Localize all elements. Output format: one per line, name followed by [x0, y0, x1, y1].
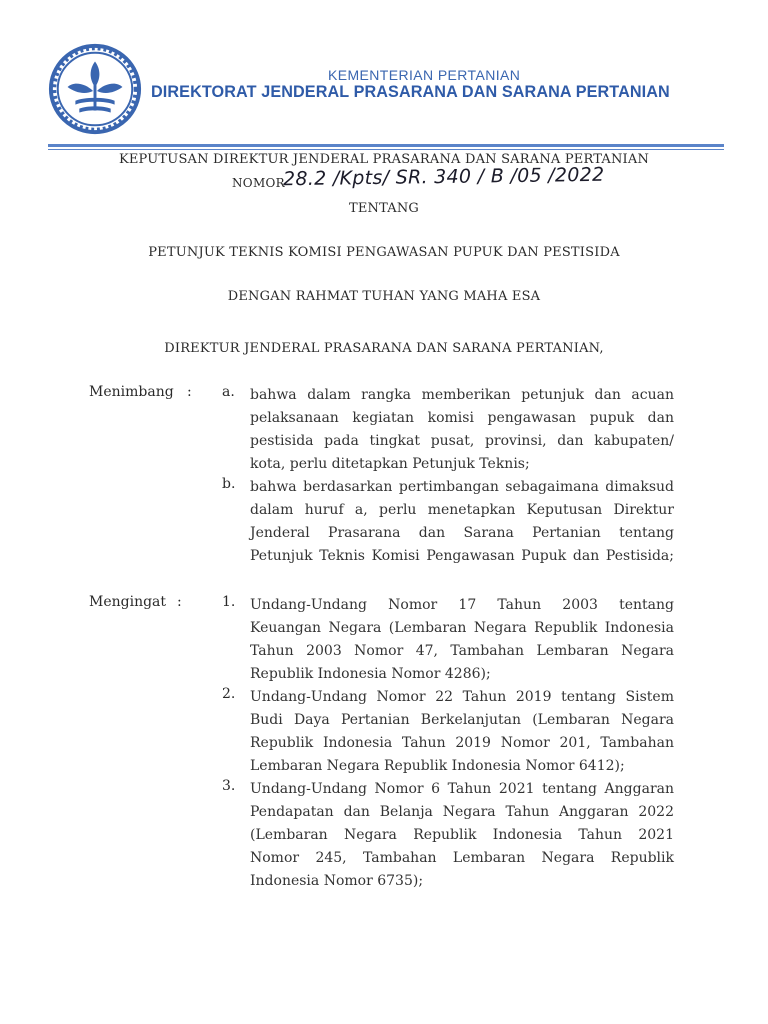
decree-about-label: TENTANG — [348, 201, 420, 216]
menimbang-item-text — [250, 476, 674, 568]
text-line: Pendapatan dan Belanja Negara Tahun Anggaran 2022 — [250, 804, 674, 820]
text-line: Undang-Undang Nomor 6 Tahun 2021 tentang Anggaran — [250, 781, 674, 797]
kementan-emblem-icon — [46, 40, 144, 138]
letterhead-ministry: KEMENTERIAN PERTANIAN — [328, 67, 521, 83]
menimbang-item-marker: b. — [222, 476, 236, 492]
menimbang-item-marker: a. — [222, 384, 235, 400]
text-line: dalam huruf a, perlu menetapkan Keputusan Direktur — [250, 502, 674, 518]
text-line: Budi Daya Pertanian Berkelanjutan (Lembaran Negara — [250, 712, 674, 728]
text-line: Republik Indonesia Tahun 2019 Nomor 201, Tambahan — [250, 735, 674, 751]
text-line: Petunjuk Teknis Komisi Pengawasan Pupuk dan Pestisida; — [250, 548, 674, 564]
menimbang-colon: : — [187, 384, 192, 400]
decree-number-label: NOMOR — [232, 176, 285, 190]
text-line: Tahun 2003 Nomor 47, Tambahan Lembaran Negara — [250, 643, 674, 659]
text-line: kota, perlu ditetapkan Petunjuk Teknis; — [250, 456, 530, 472]
mengingat-item-marker: 3. — [222, 778, 236, 794]
text-line: Undang-Undang Nomor 17 Tahun 2003 tentang — [250, 597, 674, 613]
text-line: Undang-Undang Nomor 22 Tahun 2019 tentang Sistem — [250, 689, 674, 705]
mengingat-item-marker: 2. — [222, 686, 236, 702]
text-line: Jenderal Prasarana dan Sarana Pertanian tentang — [250, 525, 674, 541]
text-line: pestisida pada tingkat pusat, provinsi, dan kabupaten/ — [250, 433, 674, 449]
decree-number-handwritten: 28.2 /Kpts/ SR. 340 / B /05 /2022 — [282, 163, 605, 191]
text-line: bahwa berdasarkan pertimbangan sebagaimana dimaksud — [250, 479, 674, 495]
text-line: pelaksanaan kegiatan komisi pengawasan pupuk dan — [250, 410, 674, 426]
mengingat-item-text — [250, 686, 674, 778]
text-line: Keuangan Negara (Lembaran Negara Republik Indonesia — [250, 620, 674, 636]
letterhead-divider-thin — [48, 149, 724, 150]
letterhead-divider — [48, 144, 724, 147]
text-line: Lembaran Negara Republik Indonesia Nomor 6412); — [250, 758, 625, 774]
decree-official: DIREKTUR JENDERAL PRASARANA DAN SARANA PERTANIAN, — [164, 341, 604, 356]
menimbang-item-text — [250, 384, 674, 476]
decree-subject: PETUNJUK TEKNIS KOMISI PENGAWASAN PUPUK DAN PESTISIDA — [148, 245, 620, 260]
text-line: bahwa dalam rangka memberikan petunjuk dan acuan — [250, 387, 674, 403]
menimbang-label: Menimbang — [89, 384, 174, 400]
decree-title: KEPUTUSAN DIREKTUR JENDERAL PRASARANA DAN SARANA PERTANIAN — [118, 152, 650, 167]
text-line: Indonesia Nomor 6735); — [250, 873, 424, 889]
mengingat-item-text — [250, 778, 674, 893]
mengingat-label: Mengingat — [89, 594, 167, 610]
text-line: Nomor 245, Tambahan Lembaran Negara Republik — [250, 850, 674, 866]
mengingat-item-marker: 1. — [222, 594, 236, 610]
text-line: (Lembaran Negara Republik Indonesia Tahun 2021 — [250, 827, 674, 843]
decree-blessing: DENGAN RAHMAT TUHAN YANG MAHA ESA — [227, 289, 541, 304]
text-line: Republik Indonesia Nomor 4286); — [250, 666, 491, 682]
mengingat-item-text — [250, 594, 674, 686]
letterhead-directorate: DIREKTORAT JENDERAL PRASARANA DAN SARANA PERTANIAN — [151, 83, 670, 101]
mengingat-colon: : — [177, 594, 182, 610]
